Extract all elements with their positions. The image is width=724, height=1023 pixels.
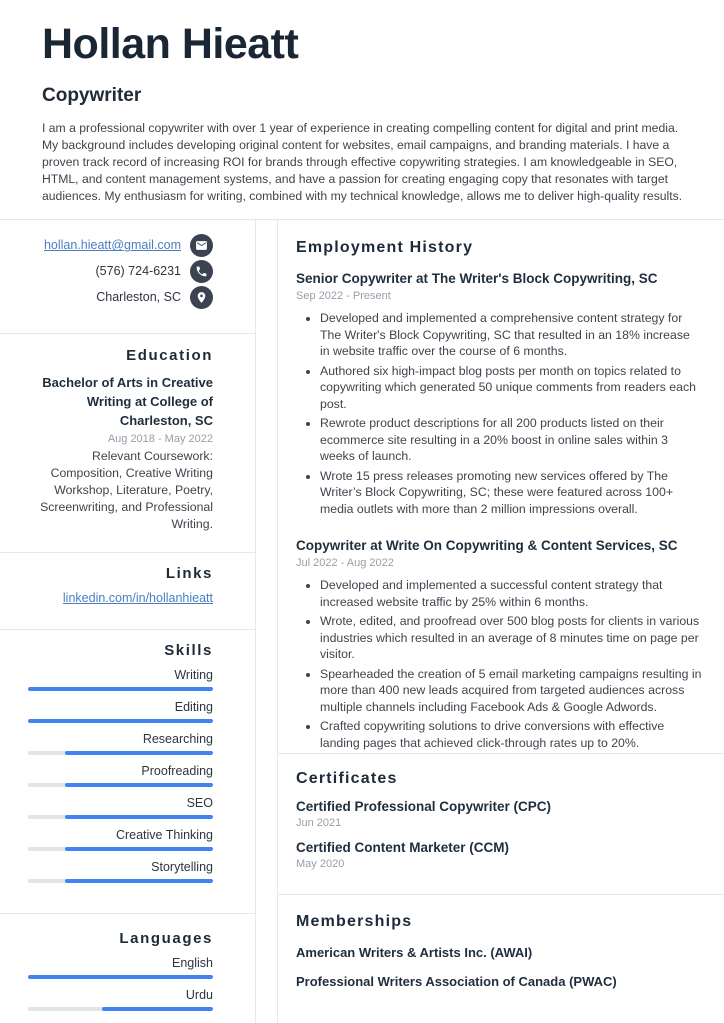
skill-bar-fill xyxy=(65,751,213,755)
language-label: Urdu xyxy=(185,988,213,1003)
job-title: Senior Copywriter at The Writer's Block Copywriting, SC xyxy=(296,271,658,287)
page-title: Hollan Hieatt xyxy=(42,20,299,68)
skill-bar-fill xyxy=(65,847,213,851)
language-item xyxy=(28,988,213,1011)
job-bullet: • Developed and implemented a comprehensive content strategy for The Writer's Block Copywriting, SC that resulted in an 18% increase in website traffic over the course of 6 months. xyxy=(320,310,702,360)
education-dates: Aug 2018 - May 2022 xyxy=(107,433,213,446)
job-bullet: • Wrote 15 press releases promoting new services offered by The Writer’s Block Copywriting, SC; these were featured across 100+ media outlets with more than 2 million impressions overall. xyxy=(320,468,702,518)
contact-section xyxy=(0,220,255,334)
resume-columns xyxy=(0,219,724,1023)
skill-item xyxy=(28,860,213,883)
skill-bar xyxy=(28,783,213,787)
column-gap xyxy=(256,220,277,1023)
memberships-section xyxy=(278,895,724,1023)
contact-row-email xyxy=(28,232,213,258)
skill-bar xyxy=(28,687,213,691)
skill-bar xyxy=(28,879,213,883)
contact-row-phone xyxy=(28,258,213,284)
links-heading: Links xyxy=(165,565,213,583)
certificate-date: May 2020 xyxy=(296,858,345,871)
languages-heading: Languages xyxy=(119,930,213,948)
language-bar-fill xyxy=(102,1007,213,1011)
membership-item: Professional Writers Association of Canada (PWAC) xyxy=(296,974,617,990)
skill-bar-fill xyxy=(28,687,213,691)
profile-summary: I am a professional copywriter with over 1 year of experience in creating compelling content for digital and print media. My background includes developing original content for websites, email campaigns, and branding materials. I have a proven track record of increasing ROI for brands through effective copywriting strategies. I am knowledgeable in SEO, HTML, and content management systems, and have a passion for creating engaging copy that resonates with target audiences. My enthusiasm for writing, combined with my technical knowledge, allows me to deliver high-quality results. xyxy=(42,121,683,204)
language-bar xyxy=(28,1007,213,1011)
skill-bar xyxy=(28,719,213,723)
skill-label: Storytelling xyxy=(151,860,213,875)
certificate-title: Certified Content Marketer (CCM) xyxy=(296,840,510,856)
main-column xyxy=(277,220,724,1023)
contact-row-location xyxy=(28,284,213,310)
skill-label: Writing xyxy=(174,668,213,683)
skills-heading: Skills xyxy=(164,642,213,660)
job-entry xyxy=(296,270,702,517)
memberships-heading: Memberships xyxy=(296,913,413,931)
skill-item xyxy=(28,700,213,723)
certificate-title: Certified Professional Copywriter (CPC) xyxy=(296,799,552,815)
phone-number: (576) 724-6231 xyxy=(95,264,181,279)
job-entry xyxy=(296,537,702,751)
education-heading: Education xyxy=(126,347,213,365)
job-bullet: • Crafted copywriting solutions to drive conversions with effective landing pages that achieved click-through rates up to 20%. xyxy=(320,718,702,751)
skill-item xyxy=(28,796,213,819)
certificate-item xyxy=(296,840,702,870)
links-section xyxy=(0,553,255,630)
linkedin-link[interactable]: linkedin.com/in/hollanhieatt xyxy=(62,591,213,606)
skill-item xyxy=(28,732,213,755)
map-pin-icon xyxy=(190,286,213,309)
job-dates: Sep 2022 - Present xyxy=(296,290,391,303)
job-bullet: • Developed and implemented a successful content strategy that increased website traffic by 25% within 6 months. xyxy=(320,577,702,610)
skill-item xyxy=(28,764,213,787)
job-bullet-list xyxy=(296,577,702,751)
phone-icon xyxy=(190,260,213,283)
language-item xyxy=(28,956,213,979)
location-text: Charleston, SC xyxy=(96,290,181,305)
education-section xyxy=(0,334,255,553)
skill-item xyxy=(28,668,213,691)
language-bar-fill xyxy=(28,975,213,979)
certificate-date: Jun 2021 xyxy=(296,817,342,830)
sidebar xyxy=(0,220,256,1023)
education-degree: Bachelor of Arts in Creative Writing at College of Charleston, SC xyxy=(42,375,213,429)
skill-bar xyxy=(28,751,213,755)
skill-bar-fill xyxy=(28,719,213,723)
employment-section xyxy=(278,220,724,754)
skill-label: Creative Thinking xyxy=(115,828,213,843)
job-title: Copywriter at Write On Copywriting & Content Services, SC xyxy=(296,538,678,554)
skill-bar-fill xyxy=(65,815,213,819)
membership-item: American Writers & Artists Inc. (AWAI) xyxy=(296,945,533,961)
language-label: English xyxy=(172,956,213,971)
job-bullet: • Wrote, edited, and proofread over 500 blog posts for clients in various industries which resulted in an average of 8 minutes time on page per visitor. xyxy=(320,613,702,663)
languages-section xyxy=(0,914,255,1023)
job-dates: Jul 2022 - Aug 2022 xyxy=(296,557,394,570)
skill-bar-fill xyxy=(65,783,213,787)
email-link[interactable]: hollan.hieatt@gmail.com xyxy=(43,238,181,253)
skill-label: Editing xyxy=(174,700,213,715)
skill-label: SEO xyxy=(186,796,213,811)
certificates-section xyxy=(278,754,724,895)
skill-item xyxy=(28,828,213,851)
resume-header xyxy=(0,0,724,205)
job-bullet: • Authored six high-impact blog posts per month on topics related to copywriting which generated 50 unique comments from readers each post. xyxy=(320,363,702,413)
skill-bar-fill xyxy=(65,879,213,883)
job-bullet: • Rewrote product descriptions for all 200 products listed on their ecommerce site resulting in a 20% boost in online sales within 3 weeks of launch. xyxy=(320,415,702,465)
certificates-heading: Certificates xyxy=(296,770,398,788)
skill-bar xyxy=(28,815,213,819)
job-bullet-list xyxy=(296,310,702,517)
skill-label: Researching xyxy=(142,732,213,747)
education-description: Relevant Coursework: Composition, Creative Writing Workshop, Literature, Poetry, Screenwriting, and Professional Writing. xyxy=(40,449,213,532)
skills-section xyxy=(0,630,255,914)
skill-bar xyxy=(28,847,213,851)
job-role-subtitle: Copywriter xyxy=(42,85,142,107)
employment-heading: Employment History xyxy=(296,239,474,257)
envelope-icon xyxy=(190,234,213,257)
job-bullet: • Spearheaded the creation of 5 email marketing campaigns resulting in more than 400 new leads acquired from targeted audiences across multiple channels including Facebook Ads & Google Adwords. xyxy=(320,666,702,716)
skill-label: Proofreading xyxy=(141,764,213,779)
language-bar xyxy=(28,975,213,979)
certificate-item xyxy=(296,799,702,829)
